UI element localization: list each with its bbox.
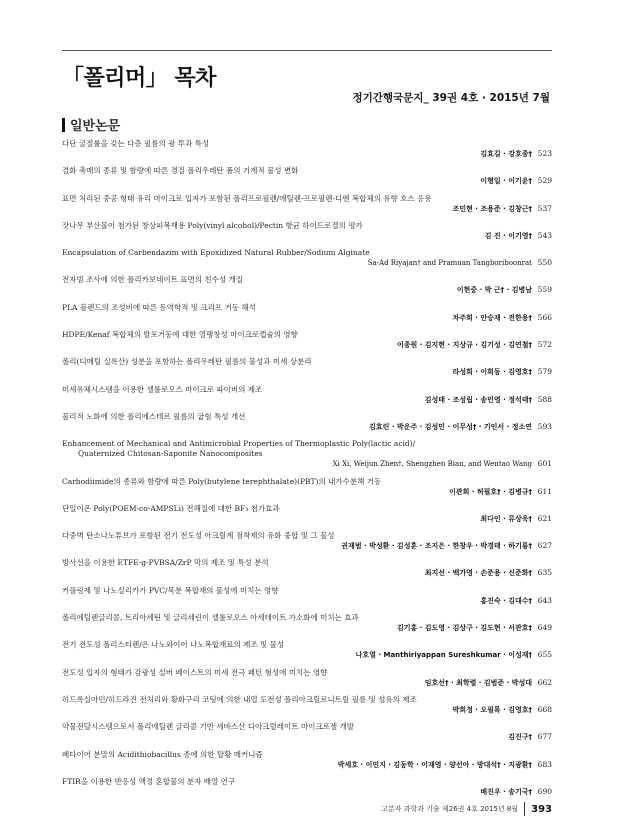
- toc-entry-authors: 김진구†: [508, 733, 532, 742]
- toc-entry-title: 폴리에틸렌글리콜, 트리아세틴 및 글리세린이 셀룰로오스 아세테이트 가소화에 미치는 효과: [62, 613, 359, 623]
- toc-entry[interactable]: [62, 221, 552, 241]
- toc-entry[interactable]: [62, 558, 552, 578]
- toc-entry-page: 668: [537, 704, 552, 714]
- toc-entry-title: 다중벽 탄소나노튜브가 포함된 전기 전도성 아크릴계 점착제의 유화 중합 및 그 물성: [62, 531, 335, 541]
- toc-entry[interactable]: [62, 750, 552, 770]
- toc-entry-title: PLA 블렌드의 조성비에 따른 동역학적 및 크리프 거동 해석: [62, 302, 256, 312]
- toc-entry-title: HDPE/Kenaf 복합체의 발포거동에 대한 열팽창성 마이크로캡슐의 영향: [62, 330, 298, 340]
- section-heading: [62, 115, 120, 134]
- toc-entry[interactable]: [62, 695, 552, 715]
- toc-entry-authors: 배진우 · 송기국†: [480, 787, 532, 796]
- toc-entry-authors: 이관희 · 허필호† · 김병규†: [449, 487, 532, 496]
- toc-entry-title: 다단 굴절률을 갖는 다층 필름의 광 투과 특성: [62, 139, 210, 148]
- section-marker: [62, 118, 65, 132]
- toc-entry-page: 643: [537, 595, 552, 605]
- toc-entry-authors: 라성희 · 이희동 · 김영호†: [452, 368, 532, 377]
- toc-entry[interactable]: [62, 640, 552, 660]
- toc-entry-page: 529: [537, 176, 552, 186]
- toc-entry[interactable]: [62, 330, 552, 350]
- toc-entry-title: 표면 처리된 중공 형태 유리 마이크로 입자가 포함된 폴리프로필렌/에틸렌-프로필렌-디엔 복합체의 유향 호스 응용: [62, 193, 432, 203]
- toc-entry-page: 566: [537, 312, 552, 322]
- toc-entry-authors: 최다인 · 류상욱†: [480, 514, 532, 523]
- toc-entry-authors: 차주희 · 안승재 · 전한용†: [452, 313, 532, 322]
- toc-entry[interactable]: [62, 586, 552, 606]
- toc-entry-title: 전기 전도성 폴리스티렌/은 나노와이어 나노복합재료의 제조 및 물성: [62, 640, 285, 650]
- toc-entry-page: 655: [537, 650, 552, 660]
- toc-entry-authors: 이형일 · 이기윤†: [480, 177, 532, 186]
- toc-entry-page: 572: [537, 340, 552, 350]
- toc-entry-authors: 박세호 · 이민지 · 김동학 · 이재영 · 양선아 · 방대석† · 지광환†: [337, 760, 532, 769]
- toc-entry-title: 단일이온 Poly(POEM-co-AMPSLi) 전해질에 대한 BF₃ 첨가효과: [62, 503, 280, 513]
- page-title: 「폴리머」 목차: [62, 66, 216, 91]
- toc-entry-title: 방사선을 이용한 ETFE-g-PVBSA/ZrP 막의 제조 및 특성 분석: [62, 558, 269, 568]
- toc-entry[interactable]: [62, 412, 552, 432]
- footer-page-number: 393: [531, 803, 552, 815]
- toc-entry[interactable]: [62, 531, 552, 551]
- toc-entry-title: 잣나무 부산물이 첨가된 창상피복재용 Poly(vinyl alcohol)/Pectin 항균 하이드로겔의 평가: [62, 220, 363, 230]
- toc-entry[interactable]: [62, 439, 552, 469]
- toc-entry[interactable]: [62, 275, 552, 295]
- toc-entry-page: 593: [537, 421, 552, 431]
- toc-entry-title: 약물전달시스템으로서 폴리에틸렌 글리콜 기반 세바스산 디아크릴레이트 마이크로젤 개발: [62, 722, 354, 732]
- toc-entry-page: 635: [537, 568, 552, 578]
- toc-entry-title: Encapsulation of Carbendazim with Epoxidized Natural Rubber/Sodium Alginate: [62, 248, 370, 258]
- page-footer: [381, 802, 552, 816]
- toc-entry-authors: 김기홍 · 김도영 · 김상구 · 김도현 · 서관호†: [396, 624, 532, 633]
- toc-entry[interactable]: [62, 385, 552, 405]
- toc-entry-authors: 이현중 · 박 근† · 김병남: [456, 286, 532, 295]
- toc-entry-page: 611: [537, 486, 552, 496]
- toc-entry[interactable]: [62, 668, 552, 688]
- toc-entry-title: 전도성 입자의 형태가 감광성 실버 페이스트의 미세 전극 패턴 형성에 미치는 영향: [62, 667, 328, 677]
- toc-entry-authors: 김효길 · 강호종†: [480, 150, 532, 158]
- toc-entry-page: 677: [537, 732, 552, 742]
- toc-entry[interactable]: [62, 477, 552, 497]
- toc-entry-title: 커플링제 및 나노실리카가 PVC/목분 복합재의 물성에 미치는 영향: [62, 585, 279, 595]
- toc-entry-page: 627: [537, 541, 552, 551]
- toc-entry[interactable]: [62, 504, 552, 524]
- toc-entry-authors: 김효린 · 박운주 · 김성민 · 이무성† · 기인서 · 정소연: [369, 422, 532, 431]
- footer-divider: [524, 802, 525, 816]
- toc-entry-page: 543: [537, 230, 552, 240]
- toc-entry-title: 물리적 노화에 의한 폴리에스테르 필름의 굽힘 특성 개선: [62, 411, 246, 421]
- toc-entry-authors: Xi Xi, Weijun Zhen†, Shengzhen Bian, and Wentao Wang: [332, 460, 532, 469]
- toc-entry[interactable]: [62, 613, 552, 633]
- toc-entry-authors: 박희정 · 오필록 · 김영호†: [452, 705, 532, 714]
- toc-entry-page: 523: [537, 149, 552, 158]
- toc-entry[interactable]: [62, 194, 552, 214]
- toc-entry-page: 550: [537, 258, 552, 268]
- issue-info: 정기간행국문지_ 39권 4호 · 2015년 7월: [352, 92, 550, 104]
- toc-entry-title: 폴리(디메틸 실록산) 성분을 포함하는 폴리우레탄 필름의 물성과 미세 상분리: [62, 357, 312, 367]
- toc-entry-title: 미세유체시스템을 이용한 셀룰로오스 마이크로 파이버의 제조: [62, 384, 263, 394]
- toc-entry-authors: 이종원 · 김지현 · 지상규 · 김기성 · 김연철†: [396, 341, 532, 350]
- toc-entry-title: FTIR을 이용한 반응성 액정 혼합물의 분자 배열 연구: [62, 776, 236, 786]
- toc-entry-title: Enhancement of Mechanical and Antimicrobial Properties of Thermoplastic Poly(lactic acid)/: [62, 439, 416, 449]
- toc-entry-title: 폐타이어 분말의 Acidithiobacillus 종에 의한 탈황 메커니즘: [62, 749, 263, 759]
- toc-entry-title-continued: Quaternized Chitosan-Saponite Nanocomposites: [78, 449, 263, 459]
- toc-entry-authors: 조민현 · 조용준 · 김창근†: [452, 204, 532, 213]
- toc-entry-title: 전자빔 조사에 의한 폴리카보네이트 표면의 친수성 개질: [62, 275, 243, 285]
- toc-entry-authors: 나호열 · Manthiriyappan Sureshkumar · 이성재†: [355, 651, 532, 660]
- toc-entry[interactable]: [62, 139, 552, 159]
- toc-entry-authors: 김 진 · 이기영†: [484, 231, 532, 240]
- toc-entry-authors: 김성태 · 조성립 · 송민영 · 정석태†: [424, 395, 532, 404]
- toc-entry-authors: 권재범 · 박성환 · 김성훈 · 조지은 · 한창우 · 박경태 · 하기룡†: [341, 542, 532, 551]
- toc-entry-page: 588: [537, 394, 552, 404]
- toc-entry-page: 683: [537, 759, 552, 769]
- section-label: 일반논문: [70, 119, 121, 134]
- header-rule: [62, 50, 552, 51]
- footer-journal: 고분자 과학과 기술 제26권 4호 2015년 8월: [381, 805, 519, 813]
- toc-entry-page: 601: [537, 459, 552, 469]
- toc-entry-page: 559: [537, 285, 552, 295]
- toc-entry[interactable]: [62, 777, 552, 797]
- toc-entry[interactable]: [62, 248, 552, 268]
- toc-entry-page: 690: [537, 786, 552, 796]
- toc-entry-page: 662: [537, 677, 552, 687]
- toc-entry-authors: Sa-Ad Riyajan† and Pramuan Tangboriboonrat: [367, 259, 532, 268]
- toc-entry[interactable]: [62, 357, 552, 377]
- toc-entry-title: 히드록실아민/히드라진 전처리와 황화구리 코팅에 의한 내열 도전성 폴리아크릴로니트릴 필름 및 섬유의 제조: [62, 694, 417, 704]
- toc-entry-title: 결화 촉매의 종류 및 함량에 따른 경질 폴리우레탄 폼의 기계적 물성 변화: [62, 166, 299, 176]
- toc-entry-authors: 임호선† · 최학렬 · 김범준 · 박성대: [424, 678, 532, 687]
- toc-entry-page: 537: [537, 203, 552, 213]
- toc-entry[interactable]: [62, 722, 552, 742]
- table-of-contents: [62, 139, 552, 804]
- toc-entry-authors: 최지선 · 백가영 · 손준용 · 신준화†: [424, 569, 532, 578]
- toc-entry-title: Carbodiimide의 종류와 함량에 따른 Poly(butylene terephthalate)(PBT)의 내가수분해 거동: [62, 476, 382, 486]
- toc-entry-authors: 홍진숙 · 김대수†: [480, 596, 532, 605]
- toc-entry-page: 649: [537, 623, 552, 633]
- toc-entry-page: 621: [537, 513, 552, 523]
- toc-entry[interactable]: [62, 303, 552, 323]
- toc-entry[interactable]: [62, 166, 552, 186]
- toc-entry-page: 579: [537, 367, 552, 377]
